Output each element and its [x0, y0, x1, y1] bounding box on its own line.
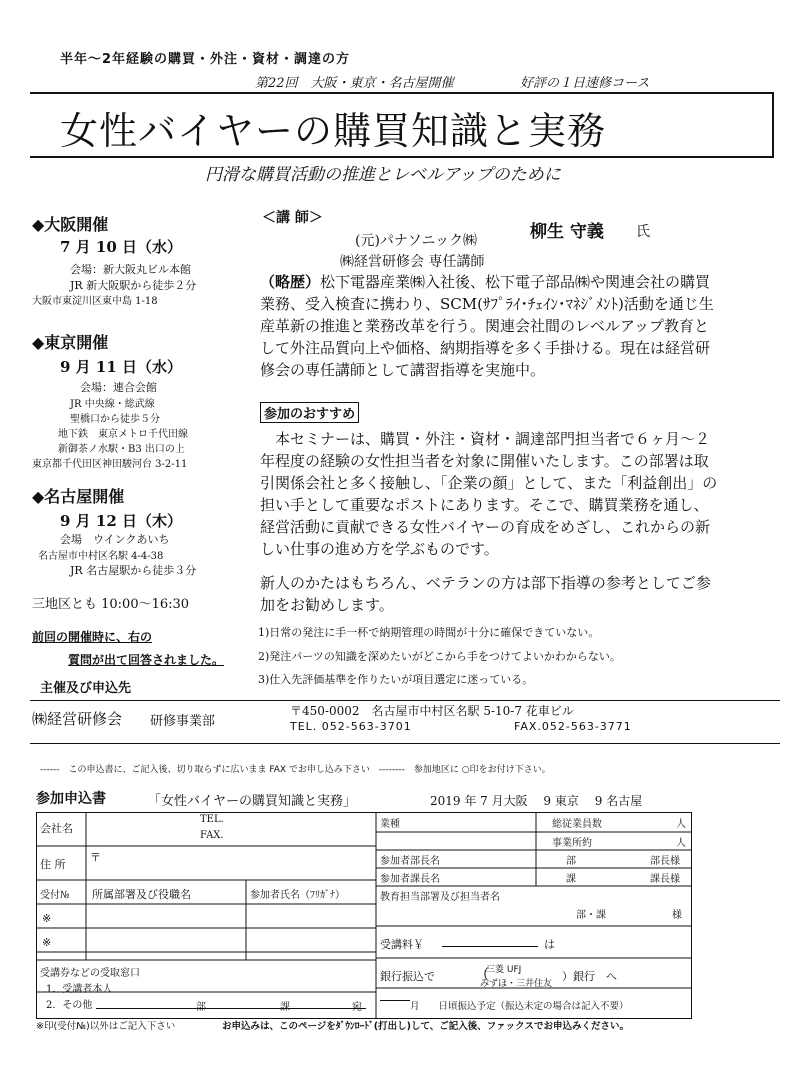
nagoya-heading: ◆名古屋開催	[32, 487, 125, 506]
fee-label: 受講料￥	[380, 938, 424, 951]
recommend-label: 参加のおすすめ	[260, 402, 359, 423]
sponsor-address: 〒450-0002 名古屋市中村区名駅 5-10-7 花車ビル	[290, 704, 574, 718]
participant-row-2[interactable]	[88, 930, 376, 952]
lecturer-bio	[260, 271, 715, 381]
staff-label: 事業所約	[552, 838, 592, 849]
education-bu-ka: 部・課	[576, 910, 606, 921]
tagline: 好評の１日速修コース	[520, 76, 650, 91]
lecturer-org: ㈱経営研修会 専任講師	[340, 254, 485, 270]
session-time: 三地区とも 10:00～16:30	[32, 597, 190, 612]
fee-underline	[442, 946, 538, 947]
employees-label: 総従業員数	[552, 819, 602, 830]
reception-no-label: 受付№	[40, 890, 70, 901]
lead-text: 半年～2年経験の購買・外注・資材・調達の方	[60, 52, 351, 67]
company-tel: TEL.	[200, 814, 224, 825]
nagoya-date: 9 月 12 日（木）	[60, 512, 182, 530]
form-course: 「女性バイヤーの購買知識と実務」	[148, 794, 357, 809]
tokyo-venue: 会場：連合会館	[80, 381, 157, 394]
lecturer-company: (元)パナソニック㈱	[355, 233, 477, 249]
manager-bu: 部	[566, 856, 576, 867]
lecturer-label: ＜講 師＞	[262, 210, 323, 226]
bio-label: （略歴）	[260, 273, 321, 291]
question-1: 1)日常の発注に手一杯で納期管理の時間が十分に確保できていない。	[258, 626, 600, 639]
page-title: 女性バイヤーの購買知識と実務	[60, 109, 607, 153]
osaka-date: 7 月 10 日（水）	[60, 238, 182, 256]
ticket-bu: 部	[196, 1002, 206, 1013]
page-subtitle: 円滑な購買活動の推進とレベルアップのために	[205, 165, 561, 185]
education-sama: 様	[672, 910, 682, 921]
sponsor-dept: 研修事業部	[150, 714, 216, 729]
tokyo-date: 9 月 11 日（水）	[60, 358, 182, 376]
ticket-ate: 宛	[352, 1002, 362, 1013]
section-manager-ka: 課	[566, 874, 576, 885]
sponsor-label: 主催及び申込先	[40, 681, 132, 696]
education-label: 教育担当部署及び担当者名	[380, 892, 500, 903]
bank-paren: （	[474, 965, 491, 984]
tokyo-heading: ◆東京開催	[32, 333, 109, 352]
session-info: 第22回 大阪・東京・名古屋開催	[255, 76, 454, 91]
osaka-address: 大阪市東淀川区東中島 1-18	[32, 296, 158, 307]
bank-name-2: みずほ・三井住友	[480, 979, 553, 989]
bank-name-1: 三菱 UFJ	[486, 965, 522, 975]
tokyo-line-2: 聖橋口から徒歩５分	[70, 414, 160, 425]
section-manager-honorific: 課長様	[650, 874, 680, 885]
tokyo-address: 東京都千代田区神田駿河台 3-2-11	[32, 459, 188, 470]
nagoya-venue: 会場 ウインクあいち	[60, 533, 170, 546]
bank-label: 銀行振込で	[380, 970, 435, 983]
mark-1: ※	[42, 912, 52, 925]
bio-text: 松下電器産業㈱入社後、松下電子部品㈱や関連会社の購買業務、受入検査に携わり、SCM(ｻﾌﾟﾗｲ･ﾁｪｲﾝ･ﾏﾈｼﾞﾒﾝﾄ)活動を通じ生産革新の推進と業務改革を行う。関連会社間のレベルアップ教育として外注品質向上や価格、納期指導を多く手掛ける。現在は経営研修会の専任講師として講習指導を実施中。	[260, 273, 714, 379]
tokyo-line-1: JR 中央線・総武線	[70, 399, 155, 410]
bank-suffix: ）銀行 へ	[562, 970, 617, 983]
transfer-underline	[380, 1000, 410, 1001]
company-input[interactable]	[88, 814, 188, 844]
ticket-option-2: 2．その他	[46, 1000, 93, 1011]
question-2: 2)発注パーツの知識を深めたいがどこから手をつけてよいかわからない。	[258, 650, 621, 663]
dept-position-label: 所属部署及び役職名	[92, 888, 191, 901]
form-title: 参加申込書	[36, 791, 106, 807]
sponsor-fax: FAX.052-563-3771	[514, 720, 632, 733]
address-input[interactable]	[88, 848, 376, 878]
footer-note-left: ※印(受付№)以外はご記入下さい	[36, 1021, 176, 1032]
prev-note-2: 質問が出て回答されました。	[68, 653, 225, 667]
form-areas: 2019 年 7 月大阪 9 東京 9 名古屋	[430, 794, 643, 808]
company-label: 会社名	[40, 822, 73, 835]
postal-mark: 〒	[90, 851, 101, 864]
prev-note-1: 前回の開催時に、右の	[32, 630, 153, 644]
manager-label: 参加者部長名	[380, 856, 440, 867]
footer-note-right: お申込みは、このページをﾀﾞｳﾝﾛｰﾄﾞ(打出し)して、ご記入後、ファックスでお申込みください。	[222, 1021, 630, 1032]
employees-unit: 人	[676, 819, 686, 830]
ticket-label: 受講券などの受取窓口	[40, 968, 140, 979]
question-3: 3)仕入先評価基準を作りたいが項目選定に迷っている。	[258, 673, 534, 686]
sponsor-name: ㈱経営研修会	[32, 710, 123, 728]
nagoya-address: 名古屋市中村区名駅 4-4-38	[38, 551, 164, 562]
tokyo-line-3: 地下鉄 東京メトロ千代田線	[58, 429, 188, 440]
nagoya-access: JR 名古屋駅から徒歩３分	[70, 564, 197, 577]
tokyo-line-4: 新御茶ノ水駅・B3 出口の上	[58, 444, 185, 455]
fee-wa: は	[544, 938, 555, 951]
participant-label: 参加者氏名（ﾌﾘｶﾞﾅ）	[250, 890, 345, 901]
lecturer-honorific: 氏	[636, 224, 650, 240]
address-label: 住 所	[40, 858, 66, 871]
staff-unit: 人	[676, 838, 686, 849]
company-fax: FAX.	[200, 830, 224, 841]
participant-row-1[interactable]	[88, 906, 376, 928]
sponsor-tel: TEL. 052-563-3701	[290, 720, 412, 733]
transfer-note: 月 日頃振込予定（振込未定の場合は記入不要）	[410, 1001, 629, 1012]
ticket-underline	[96, 1008, 366, 1009]
osaka-access: JR 新大阪駅から徒歩２分	[70, 279, 197, 292]
ticket-option-1: 1．受講者本人	[46, 984, 113, 995]
osaka-heading: ◆大阪開催	[32, 215, 109, 234]
mark-2: ※	[42, 936, 52, 949]
section-manager-label: 参加者課長名	[380, 874, 440, 885]
recommend-text-2: 新人のかたはもちろん、ベテランの方は部下指導の参考としてご参加をお勧めします。	[260, 574, 711, 614]
industry-label: 業種	[380, 819, 400, 830]
lecturer-name: 柳生 守義	[530, 222, 604, 242]
recommend-text: 本セミナーは、購買・外注・資材・調達部門担当者で６ヶ月～２年程度の経験の女性担当者を対象に開催いたします。この部署は取引関係会社と多く接触し、「企業の顔」として、また「利益創出」の担い手として重要なポストにあります。そこで、購買業務を通し、経営活動に貢献できる女性バイヤーの育成をめざし、これからの新しい仕事の進め方を学ぶものです。	[260, 430, 718, 558]
osaka-venue: 会場：新大阪丸ビル本館	[70, 263, 191, 276]
ticket-ka: 課	[280, 1002, 290, 1013]
manager-honorific: 部長様	[650, 856, 680, 867]
cut-instruction: ------ この申込書に、ご記入後、切り取らずに広いまま FAX でお申し込み下さい -------- 参加地区に ○印をお付け下さい。	[40, 765, 551, 775]
